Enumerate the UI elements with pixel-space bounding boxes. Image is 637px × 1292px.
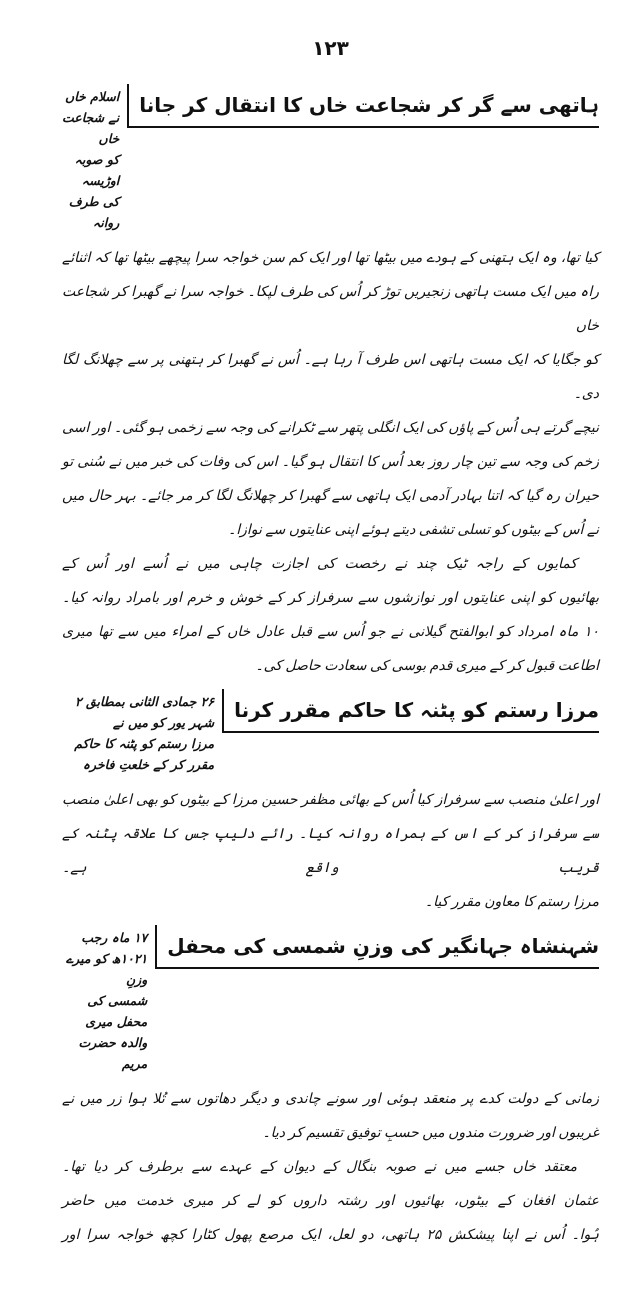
section-shujaat-khan [62,84,599,683]
side-note-line: مرزا رستم کو پٹنہ کا حاکم مقرر کر کے خلعتِ فاخرہ [74,736,215,772]
body-line: نے اُس کے بیٹوں کو تسلی تشفی دیتے ہوئے اپنی عنایتوں سے نوازا۔ [228,522,599,538]
body-line: کیا تھا، وہ ایک ہتھنی کے ہودے میں بیٹھا تھا اور ایک کم سن خواجہ سرا پیچھے بیٹھا تھا کہ اثنائے [62,250,599,266]
body-line: مرزا رستم کا معاون مقرر کیا۔ [424,894,599,910]
body-line: غریبوں اور ضرورت مندوں میں حسبِ توفیق تقسیم کر دیا۔ [262,1125,599,1141]
body-line: سے سرفراز کر کے اس کے ہمراہ روانہ کیا۔ رائے دلیپ جس کا علاقہ پٹنہ کے قریب واقع ہے۔ [62,826,599,876]
body-line: حیران رہ گیا کہ اتنا بہادر آدمی ایک ہاتھی سے گھبرا کر چھلانگ لگا کر مر جائے۔ بہر حال میں [62,488,599,504]
side-note [62,689,214,775]
body-line: کو جگایا کہ ایک مست ہاتھی اس طرف آ رہا ہے۔ اُس نے گھبرا کر ہتھنی پر سے چھلانگ لگا دی۔ [62,352,599,402]
section-header [62,925,599,1074]
body-line: ہُوا۔ اُس نے اپنا پیشکش ۲۵ ہاتھی، دو لعل، ایک مرصع پھول کٹارا کچھ خواجہ سرا اور [62,1227,599,1243]
body-line: راہ میں ایک مست ہاتھی زنجیریں توڑ کر اُس کی طرف لپکا۔ خواجہ سرا نے گھبرا کر شجاعت خاں [62,284,599,334]
section-heading: ہاتھی سے گر کر شجاعت خاں کا انتقال کر جانا [139,93,599,117]
body-line: نیچے گرتے ہی اُس کے پاؤں کی ایک انگلی پتھر سے ٹکرانے کی وجہ سے زخمی ہو گئی۔ اور اسی [62,420,599,436]
side-note [62,925,147,1074]
section-header [62,689,599,775]
body-line: اطاعت قبول کر کے میری قدم بوسی کی سعادت حاصل کی۔ [255,658,599,674]
side-note-line: ۱۷ ماہ رجب ۱۰۲۱ھ کو میرے وزنِ [65,930,148,987]
side-note-line: کو صوبہ اوڑیسہ کی طرف روانہ [68,152,120,230]
body-line: ۱۰ ماہ امرداد کو ابوالفتح گیلانی نے جو اُس سے قبل عادل خاں کے امراء میں سے تھا میری [62,624,599,640]
body-line: کمایوں کے راجہ ٹیک چند نے رخصت کی اجازت چاہی میں نے اُسے اور اُس کے [62,556,577,572]
section-weighing-ceremony [62,925,599,1252]
body-line: زمانی کے دولت کدے پر منعقد ہوئی اور سونے چاندی و دیگر دھاتوں سے تُلا ہوا زر میں نے [62,1091,599,1107]
body-line: زخم کی وجہ سے تین چار روز بعد اُس کا انتقال ہو گیا۔ اس کی وفات کی خبر میں نے سُنی تو [62,454,599,470]
page-number: ۱۲۳ [312,36,349,60]
heading-frame [222,689,599,733]
section-mirza-rustam [62,689,599,919]
heading-frame [155,925,599,969]
side-note [62,84,119,233]
side-note-line: شمسی کی محفل میری والدہ حضرت مریم [78,993,148,1071]
side-note-line: اسلام خاں نے شجاعت خاں [62,89,120,146]
body-line: معتقد خاں جسے میں نے صوبہ بنگال کے دیوان کے عہدے سے برطرف کر دیا تھا۔ [62,1159,577,1175]
heading-frame [127,84,599,128]
side-note-line: ۲۶ جمادی الثانی بمطابق ۲ شہر یور کو میں نے [74,694,215,730]
section-heading: شہنشاہ جہانگیر کی وزنِ شمسی کی محفل [167,934,599,958]
section-header [62,84,599,233]
body-line: اور اعلیٰ منصب سے سرفراز کیا اُس کے بھائی مظفر حسین مرزا کے بیٹوں کو بھی اعلیٰ منصب [62,792,599,808]
body-line: بھائیوں کو اپنی عنایتوں اور نوازشوں سے سرفراز کر کے خوش و خرم اور بامراد روانہ کیا۔ [62,590,599,606]
body-line: عثمان افغان کے بیٹوں، بھائیوں اور رشتہ داروں کو لے کر میری خدمت میں حاضر [62,1193,599,1209]
section-heading: مرزا رستم کو پٹنہ کا حاکم مقرر کرنا [234,698,599,722]
